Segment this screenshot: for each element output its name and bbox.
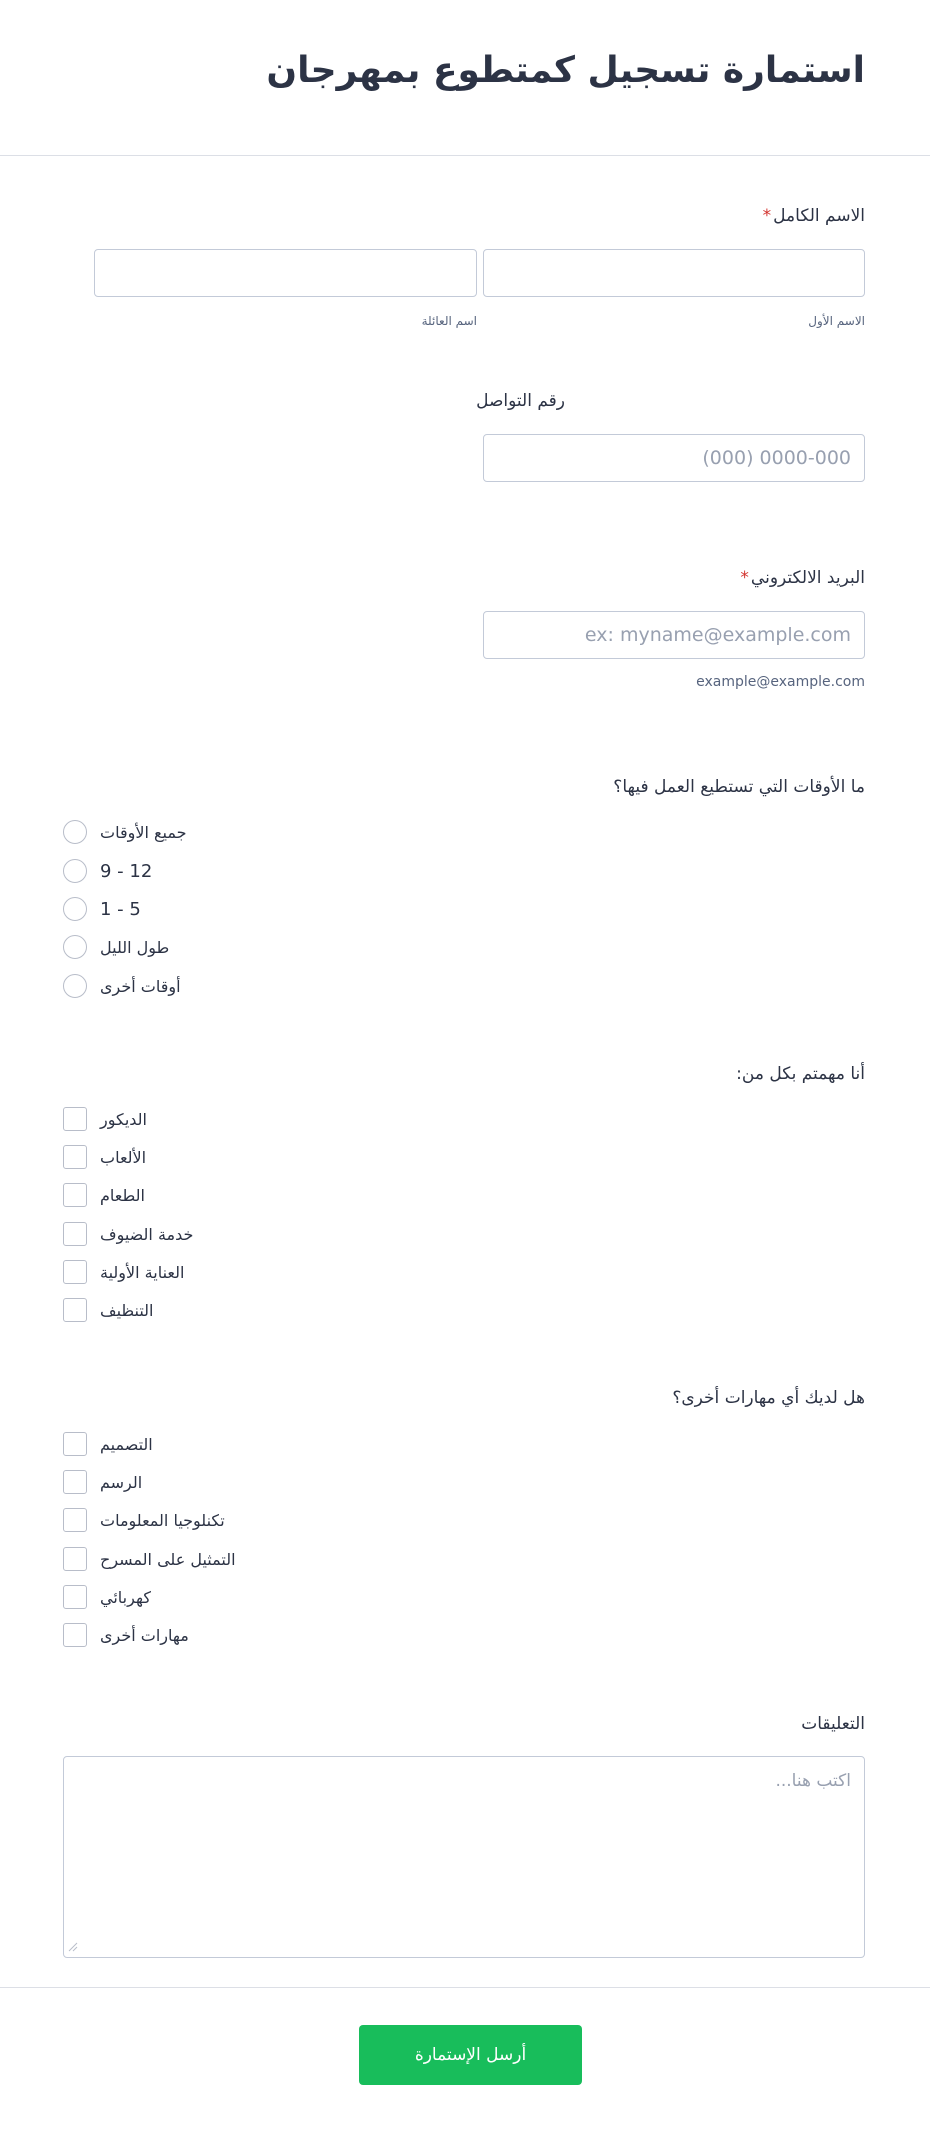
checkbox-option-drawing[interactable]	[63, 1469, 142, 1495]
checkbox-option-label: الرسم	[100, 1472, 143, 1492]
checkbox-option-design[interactable]	[63, 1431, 153, 1457]
checkbox-option-label: الألعاب	[100, 1147, 147, 1167]
checkbox-option-label: الطعام	[100, 1185, 145, 1205]
checkbox-option-label: التمثيل على المسرح	[100, 1549, 236, 1569]
interests-question: أنا مهمتم بكل من:	[736, 1064, 865, 1084]
email-input[interactable]	[483, 611, 865, 659]
radio-button[interactable]	[63, 859, 87, 883]
checkbox[interactable]	[63, 1260, 87, 1284]
radio-option-9-12[interactable]	[63, 858, 152, 884]
checkbox[interactable]	[63, 1145, 87, 1169]
checkbox[interactable]	[63, 1547, 87, 1571]
comments-label: التعليقات	[801, 1714, 865, 1734]
checkbox[interactable]	[63, 1585, 87, 1609]
checkbox[interactable]	[63, 1107, 87, 1131]
radio-button[interactable]	[63, 897, 87, 921]
radio-option-label: 9 - 12	[100, 860, 153, 882]
times-question: ما الأوقات التي تستطيع العمل فيها؟	[613, 777, 865, 797]
checkbox[interactable]	[63, 1222, 87, 1246]
checkbox-option-label: الديكور	[100, 1109, 147, 1129]
checkbox-option-games[interactable]	[63, 1144, 146, 1170]
checkbox[interactable]	[63, 1508, 87, 1532]
checkbox-option-label: خدمة الضيوف	[100, 1224, 194, 1244]
phone-label: رقم التواصل	[476, 391, 565, 411]
radio-button[interactable]	[63, 935, 87, 959]
checkbox-option-label: التنظيف	[100, 1300, 154, 1320]
radio-option-1-5[interactable]	[63, 896, 141, 922]
checkbox[interactable]	[63, 1432, 87, 1456]
checkbox-option-cleaning[interactable]	[63, 1297, 154, 1323]
radio-option-other-times[interactable]	[63, 973, 181, 999]
checkbox[interactable]	[63, 1623, 87, 1647]
form-header	[0, 0, 930, 156]
last-name-input[interactable]	[94, 249, 477, 297]
checkbox-option-first-aid[interactable]	[63, 1259, 184, 1285]
radio-button[interactable]	[63, 820, 87, 844]
radio-option-label: 1 - 5	[100, 898, 141, 920]
checkbox-option-food[interactable]	[63, 1182, 145, 1208]
skills-question: هل لديك أي مهارات أخرى؟	[672, 1388, 865, 1408]
first-name-sublabel: الاسم الأول	[808, 314, 865, 328]
radio-option-label: أوقات أخرى	[100, 976, 181, 996]
first-name-input[interactable]	[483, 249, 865, 297]
checkbox[interactable]	[63, 1470, 87, 1494]
required-mark: *	[740, 568, 749, 588]
full-name-label-text: الاسم الكامل	[773, 206, 865, 226]
last-name-sublabel: اسم العائلة	[421, 314, 477, 328]
checkbox-option-electrician[interactable]	[63, 1584, 151, 1610]
form-title: استمارة تسجيل كمتطوع بمهرجان	[266, 50, 865, 91]
phone-input[interactable]	[483, 434, 865, 482]
radio-option-label: جميع الأوقات	[100, 822, 187, 842]
email-label-text: البريد الالكتروني	[750, 568, 865, 588]
checkbox[interactable]	[63, 1298, 87, 1322]
checkbox-option-acting[interactable]	[63, 1546, 236, 1572]
radio-button[interactable]	[63, 974, 87, 998]
checkbox-option-label: التصميم	[100, 1434, 153, 1454]
checkbox-option-label: تكنلوجيا المعلومات	[100, 1510, 225, 1530]
radio-option-label: طول الليل	[100, 937, 170, 957]
checkbox-option-other-skills[interactable]	[63, 1622, 189, 1648]
required-mark: *	[762, 206, 772, 226]
full-name-label	[763, 206, 865, 226]
checkbox-option-label: مهارات أخرى	[100, 1625, 189, 1645]
checkbox-option-guest-service[interactable]	[63, 1221, 193, 1247]
checkbox-option-label: كهربائي	[100, 1587, 151, 1607]
radio-option-all-times[interactable]	[63, 819, 186, 845]
radio-option-all-night[interactable]	[63, 934, 169, 960]
checkbox-option-label: العناية الأولية	[100, 1262, 185, 1282]
comments-textarea[interactable]	[63, 1756, 865, 1958]
submit-button[interactable]: أرسل الإستمارة	[359, 2025, 582, 2085]
resize-grip-icon[interactable]	[68, 1942, 78, 1952]
email-label	[740, 568, 865, 588]
checkbox-option-it[interactable]	[63, 1507, 225, 1533]
email-sublabel: example@example.com	[696, 674, 865, 690]
checkbox[interactable]	[63, 1183, 87, 1207]
checkbox-option-decor[interactable]	[63, 1106, 147, 1132]
